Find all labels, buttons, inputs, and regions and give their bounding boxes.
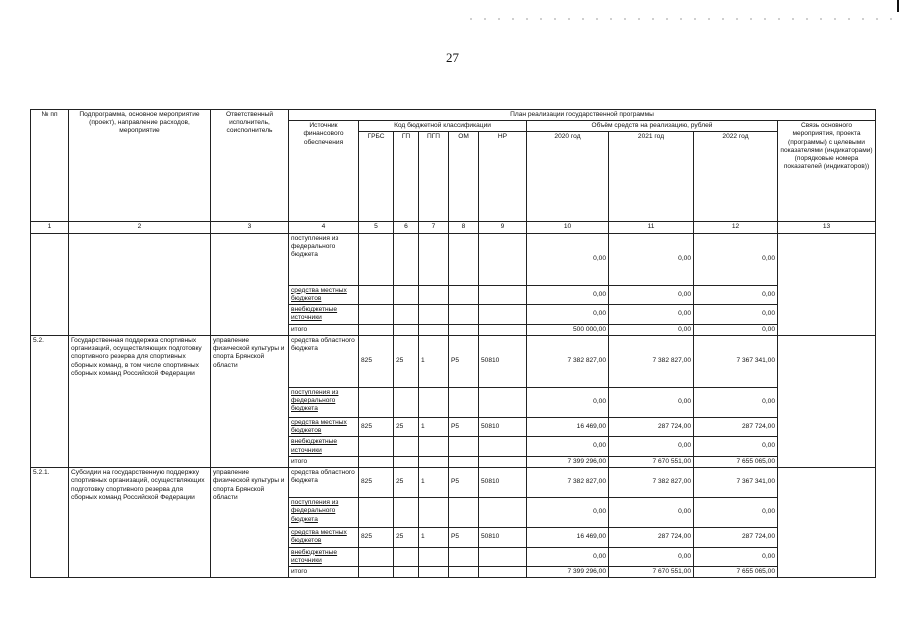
value-2022: 0,00 xyxy=(694,437,778,456)
om-cell: P5 xyxy=(449,335,479,387)
name-cell: Субсидии на государственную поддержку спортивных организаций, осуществляющих подготовку спортивного резерва для сборных команд Российской Федерации xyxy=(69,468,211,578)
value-2022: 0,00 xyxy=(694,285,778,304)
col-number: 9 xyxy=(479,222,527,233)
header-nr: НР xyxy=(479,132,527,222)
gp-cell: 25 xyxy=(394,417,419,436)
value-2020: 0,00 xyxy=(527,285,609,304)
header-om: ОМ xyxy=(449,132,479,222)
source-extra: внебюджетные источники xyxy=(289,547,359,566)
col-number: 12 xyxy=(694,222,778,233)
value-2020: 7 382 827,00 xyxy=(527,335,609,387)
responsible-cell: управление физической культуры и спорта Брянской области xyxy=(211,468,289,578)
header-pgp: ПГП xyxy=(419,132,449,222)
header-name: Подпрограмма, основное мероприятие (проект), направление расходов, мероприятие xyxy=(69,110,211,222)
total-2021: 0,00 xyxy=(609,324,694,335)
value-2022: 0,00 xyxy=(694,547,778,566)
col-number: 3 xyxy=(211,222,289,233)
header-source: Источник финансового обеспечения xyxy=(289,121,359,222)
page-number: 27 xyxy=(446,50,459,65)
nr-cell: 50810 xyxy=(479,417,527,436)
table-row xyxy=(31,335,876,387)
value-2022: 7 367 341,00 xyxy=(694,335,778,387)
value-2020: 0,00 xyxy=(527,547,609,566)
value-2020: 0,00 xyxy=(527,437,609,456)
col-number: 1 xyxy=(31,222,69,233)
value-2021: 287 724,00 xyxy=(609,528,694,547)
value-2022: 0,00 xyxy=(694,387,778,417)
source-extra: внебюджетные источники xyxy=(289,437,359,456)
grbs-cell: 825 xyxy=(359,417,394,436)
col-number: 8 xyxy=(449,222,479,233)
value-2020: 16 469,00 xyxy=(527,528,609,547)
source-total: итого xyxy=(289,456,359,467)
nr-cell: 50810 xyxy=(479,468,527,498)
om-cell: P5 xyxy=(449,468,479,498)
table-caption: План реализации государственной программы xyxy=(289,110,876,121)
source-local: средства местных бюджетов xyxy=(289,528,359,547)
header-2020: 2020 год xyxy=(527,132,609,222)
table-row xyxy=(31,233,876,285)
table-header-row xyxy=(31,110,876,121)
total-2022: 7 655 065,00 xyxy=(694,456,778,467)
gp-cell: 25 xyxy=(394,468,419,498)
num-cell: 5.2. xyxy=(31,335,69,467)
value-2021: 0,00 xyxy=(609,305,694,324)
value-2021: 0,00 xyxy=(609,233,694,285)
om-cell: P5 xyxy=(449,417,479,436)
total-2022: 7 655 065,00 xyxy=(694,566,778,577)
header-bcc-group: Код бюджетной классификации xyxy=(359,121,527,132)
value-2020: 16 469,00 xyxy=(527,417,609,436)
pgp-cell: 1 xyxy=(419,335,449,387)
num-cell xyxy=(31,233,69,335)
name-cell xyxy=(69,233,211,335)
value-2021: 287 724,00 xyxy=(609,417,694,436)
value-2020: 0,00 xyxy=(527,305,609,324)
header-2021: 2021 год xyxy=(609,132,694,222)
value-2022: 287 724,00 xyxy=(694,417,778,436)
value-2020: 7 382 827,00 xyxy=(527,468,609,498)
col-number: 5 xyxy=(359,222,394,233)
nr-cell: 50810 xyxy=(479,528,527,547)
value-2022: 0,00 xyxy=(694,305,778,324)
header-2022: 2022 год xyxy=(694,132,778,222)
value-2021: 0,00 xyxy=(609,387,694,417)
source-total: итого xyxy=(289,566,359,577)
budget-plan-table xyxy=(30,109,876,578)
value-2021: 0,00 xyxy=(609,498,694,528)
responsible-cell xyxy=(211,233,289,335)
grbs-cell: 825 xyxy=(359,335,394,387)
value-2020: 0,00 xyxy=(527,387,609,417)
value-2022: 7 367 341,00 xyxy=(694,468,778,498)
value-2021: 7 382 827,00 xyxy=(609,468,694,498)
name-cell: Государственная поддержка спортивных организаций, осуществляющих подготовку спортивного резерва для спортивных сборных команд, в том числе спортивных сборных команд Российской Федерации xyxy=(69,335,211,467)
responsible-cell: управление физической культуры и спорта Брянской области xyxy=(211,335,289,467)
total-2020: 500 000,00 xyxy=(527,324,609,335)
value-2022: 0,00 xyxy=(694,498,778,528)
total-2020: 7 399 296,00 xyxy=(527,566,609,577)
source-federal: поступления из федерального бюджета xyxy=(289,387,359,417)
source-local: средства местных бюджетов xyxy=(289,417,359,436)
col-number: 2 xyxy=(69,222,211,233)
gp-cell: 25 xyxy=(394,528,419,547)
header-gp: ГП xyxy=(394,132,419,222)
col-number: 6 xyxy=(394,222,419,233)
source-federal: поступления из федерального бюджета xyxy=(289,498,359,528)
grbs-cell: 825 xyxy=(359,468,394,498)
col-number: 10 xyxy=(527,222,609,233)
col-number: 4 xyxy=(289,222,359,233)
col-number: 7 xyxy=(419,222,449,233)
header-funds-group: Объём средств на реализацию, рублей xyxy=(527,121,778,132)
col-number: 13 xyxy=(778,222,876,233)
value-2021: 0,00 xyxy=(609,437,694,456)
header-grbs: ГРБС xyxy=(359,132,394,222)
source-extra: внебюджетные источники xyxy=(289,305,359,324)
col-number: 11 xyxy=(609,222,694,233)
source-regional: средства областного бюджета xyxy=(289,335,359,387)
total-2020: 7 399 296,00 xyxy=(527,456,609,467)
scan-noise xyxy=(470,18,900,20)
value-2022: 287 724,00 xyxy=(694,528,778,547)
source-local: средства местных бюджетов xyxy=(289,285,359,304)
source-regional: средства областного бюджета xyxy=(289,468,359,498)
nr-cell: 50810 xyxy=(479,335,527,387)
om-cell: P5 xyxy=(449,528,479,547)
link-cell xyxy=(778,233,876,335)
scan-corner-mark xyxy=(897,0,899,12)
header-responsible: Ответственный исполнитель, соисполнитель xyxy=(211,110,289,222)
link-cell xyxy=(778,335,876,467)
value-2021: 0,00 xyxy=(609,285,694,304)
column-number-row xyxy=(31,222,876,233)
header-num: № пп xyxy=(31,110,69,222)
source-federal: поступления из федерального бюджета xyxy=(289,233,359,285)
gp-cell: 25 xyxy=(394,335,419,387)
header-link: Связь основного мероприятия, проекта (программы) с целевыми показателями (индикаторами) (порядковые номера показателей (индикаторов)) xyxy=(778,121,876,222)
value-2022: 0,00 xyxy=(694,233,778,285)
pgp-cell: 1 xyxy=(419,417,449,436)
grbs-cell: 825 xyxy=(359,528,394,547)
num-cell: 5.2.1. xyxy=(31,468,69,578)
source-total: итого xyxy=(289,324,359,335)
value-2021: 0,00 xyxy=(609,547,694,566)
value-2020: 0,00 xyxy=(527,498,609,528)
total-2021: 7 670 551,00 xyxy=(609,456,694,467)
value-2020: 0,00 xyxy=(527,233,609,285)
value-2021: 7 382 827,00 xyxy=(609,335,694,387)
link-cell xyxy=(778,468,876,578)
total-2022: 0,00 xyxy=(694,324,778,335)
total-2021: 7 670 551,00 xyxy=(609,566,694,577)
pgp-cell: 1 xyxy=(419,528,449,547)
pgp-cell: 1 xyxy=(419,468,449,498)
table-row xyxy=(31,468,876,498)
